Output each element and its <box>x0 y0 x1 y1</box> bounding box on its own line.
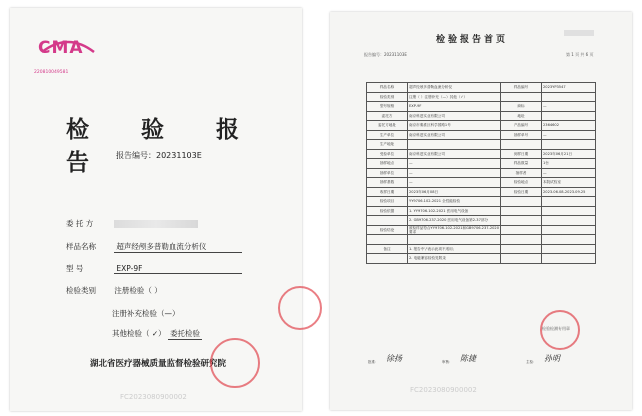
table-cell: 2023YP3547 <box>542 83 596 93</box>
table-cell: 检验项目 <box>367 197 408 207</box>
table-row <box>367 149 596 159</box>
table-cell <box>367 235 408 245</box>
report-title: 检验报告首页 <box>436 35 509 45</box>
table-cell <box>501 140 542 150</box>
sample-row <box>66 241 242 253</box>
table-cell: 2364602 <box>542 121 596 131</box>
table-cell: 产品编号 <box>501 121 542 131</box>
category-option-3-prefix: 其他检验（ ✓） <box>112 329 166 338</box>
table-cell <box>542 225 596 235</box>
report-number-corner: 报告编号：20231103E <box>364 52 407 57</box>
table-cell <box>542 140 596 150</box>
main-tester-label: 主检： <box>526 360 537 364</box>
table-cell: 2. 电磁兼容检验见附录 <box>408 254 501 264</box>
client-redacted <box>114 220 198 228</box>
category-option-2: 注册补充检验（—） <box>112 309 180 318</box>
table-row <box>367 140 596 150</box>
model-label: 型 号 <box>66 264 84 273</box>
category-option-3 <box>112 328 202 340</box>
table-cell <box>501 216 542 226</box>
table-cell: 委托方地址 <box>367 121 408 131</box>
conclusion-stamp-text: 检验检测专用章 <box>542 326 570 331</box>
table-cell: 南京科进实业有限公司 <box>408 149 501 159</box>
table-cell <box>542 197 596 207</box>
page-indicator: 第 1 页 共 6 页 <box>566 52 594 57</box>
table-cell: 2023年06月08日 <box>408 187 501 197</box>
table-cell: 抽样地点 <box>367 159 408 169</box>
table-cell <box>542 92 596 102</box>
approver-signature: 徐扬 <box>386 354 402 363</box>
table-cell: 商标 <box>501 102 542 112</box>
table-cell: — <box>408 168 501 178</box>
table-cell: 地址 <box>501 111 542 121</box>
table-cell: 超声经颅多普勒血流分析仪 <box>408 83 501 93</box>
redacted-corner <box>564 30 594 36</box>
table-cell: 抽样单号 <box>501 130 542 140</box>
table-row <box>367 225 596 235</box>
table-cell: 2023.06.08-2023.09.25 <box>542 187 596 197</box>
table-cell: — <box>542 102 596 112</box>
reviewer-signature: 陈捷 <box>460 354 476 363</box>
table-row <box>367 187 596 197</box>
table-cell: 1. YY9706.102-2021 医用电气设备 <box>408 206 501 216</box>
table-cell: — <box>408 159 501 169</box>
table-row <box>367 168 596 178</box>
table-row <box>367 216 596 226</box>
table-row <box>367 83 596 93</box>
table-cell <box>501 92 542 102</box>
table-cell <box>367 254 408 264</box>
table-cell: 生产单位 <box>367 130 408 140</box>
table-cell: — <box>408 178 501 188</box>
table-cell: EXP-9F <box>408 102 501 112</box>
table-cell <box>408 140 501 150</box>
model-value: EXP-9F <box>114 264 242 274</box>
table-cell: 检验日期 <box>501 187 542 197</box>
table-cell: 南京科进实业有限公司 <box>408 111 501 121</box>
table-row <box>367 254 596 264</box>
category-option-1: 注册检验（ ） <box>114 286 162 295</box>
approve-label: 批准： <box>368 360 379 364</box>
cover-watermark: FC2023080900002 <box>120 393 187 401</box>
table-cell: 抽样单位 <box>367 168 408 178</box>
table-cell <box>367 216 408 226</box>
table-cell <box>542 254 596 264</box>
table-cell <box>501 197 542 207</box>
cma-mark: CMA <box>38 38 84 58</box>
table-cell: 样品数量 <box>501 159 542 169</box>
table-cell <box>542 216 596 226</box>
table-cell <box>542 206 596 216</box>
table-cell <box>542 111 596 121</box>
model-row <box>66 263 242 274</box>
table-row <box>367 235 596 245</box>
table-cell: YY9706.102-2021 全性能检验 <box>408 197 501 207</box>
table-row <box>367 159 596 169</box>
table-cell: 南京科进实业有限公司 <box>408 130 501 140</box>
table-row <box>367 206 596 216</box>
cover-report-no: 报告编号：20231103E <box>116 151 202 160</box>
table-row <box>367 178 596 188</box>
table-cell: 型号规格 <box>367 102 408 112</box>
sample-label: 样品名称 <box>66 242 96 251</box>
table-cell <box>501 225 542 235</box>
table-cell: 备注 <box>367 244 408 254</box>
table-cell <box>501 206 542 216</box>
table-row <box>367 197 596 207</box>
category-label: 检验类别 <box>66 286 96 295</box>
table-cell: 样品编号 <box>501 83 542 93</box>
sample-value: 超声经颅多普勒血流分析仪 <box>114 241 242 253</box>
review-label: 审核： <box>442 360 453 364</box>
cma-number: 220810049581 <box>34 70 69 75</box>
table-cell <box>501 254 542 264</box>
cover-title: 检 验 报 告 <box>66 116 262 176</box>
institute-name: 湖北省医疗器械质量监督检验研究院 <box>90 359 227 369</box>
table-cell: 样品名称 <box>367 83 408 93</box>
table-row <box>367 130 596 140</box>
table-row <box>367 102 596 112</box>
table-cell: 被检样品符合YY9706.102-2021和GB9706.237-2020要求 <box>409 225 499 234</box>
table-cell: 南京市秦淮区科学园路1号 <box>408 121 501 131</box>
table-cell: 1台 <box>542 159 596 169</box>
table-cell <box>501 235 542 245</box>
client-row <box>66 218 198 229</box>
cover-stamp <box>210 338 260 388</box>
table-row <box>367 111 596 121</box>
table-cell: 检验结论 <box>367 225 408 235</box>
table-cell: 1. 报告中'/'表示此项不适用； <box>408 244 501 254</box>
report-first-page <box>330 12 632 410</box>
cover-page <box>10 8 302 411</box>
table-cell: 抽样者 <box>501 168 542 178</box>
table-cell: 本院试验室 <box>542 178 596 188</box>
table-cell: — <box>542 130 596 140</box>
table-cell: 注册（ ）注册补充（—）其他（✓） <box>408 92 501 102</box>
table-cell <box>501 244 542 254</box>
table-cell: 收样日期 <box>367 187 408 197</box>
table-cell: 检验类别 <box>367 92 408 102</box>
table-row <box>367 92 596 102</box>
client-label: 委 托 方 <box>66 219 94 228</box>
table-cell: 检验依据 <box>367 206 408 216</box>
table-cell: 到样日期 <box>501 149 542 159</box>
table-cell: — <box>542 168 596 178</box>
main-tester-signature: 孙明 <box>544 354 560 363</box>
table-cell: 2. GB9706.237-2020 医用电气设备第2-37部分 <box>408 216 501 226</box>
category-option-3-value: 委托检验 <box>170 329 201 338</box>
table-cell: 检验地点 <box>501 178 542 188</box>
table-cell: 抽样基数 <box>367 178 408 188</box>
category-row <box>66 285 162 296</box>
table-cell <box>542 244 596 254</box>
table-row <box>367 244 596 254</box>
table-cell: 受检单位 <box>367 149 408 159</box>
table-cell <box>408 235 501 245</box>
table-cell <box>542 235 596 245</box>
report-watermark: FC2023080900002 <box>410 386 477 394</box>
table-cell: 委托方 <box>367 111 408 121</box>
table-cell: 生产地址 <box>367 140 408 150</box>
report-table <box>366 82 596 264</box>
cover-seal-edge <box>278 286 322 330</box>
table-row <box>367 121 596 131</box>
table-cell: 2023年06月21日 <box>542 149 596 159</box>
